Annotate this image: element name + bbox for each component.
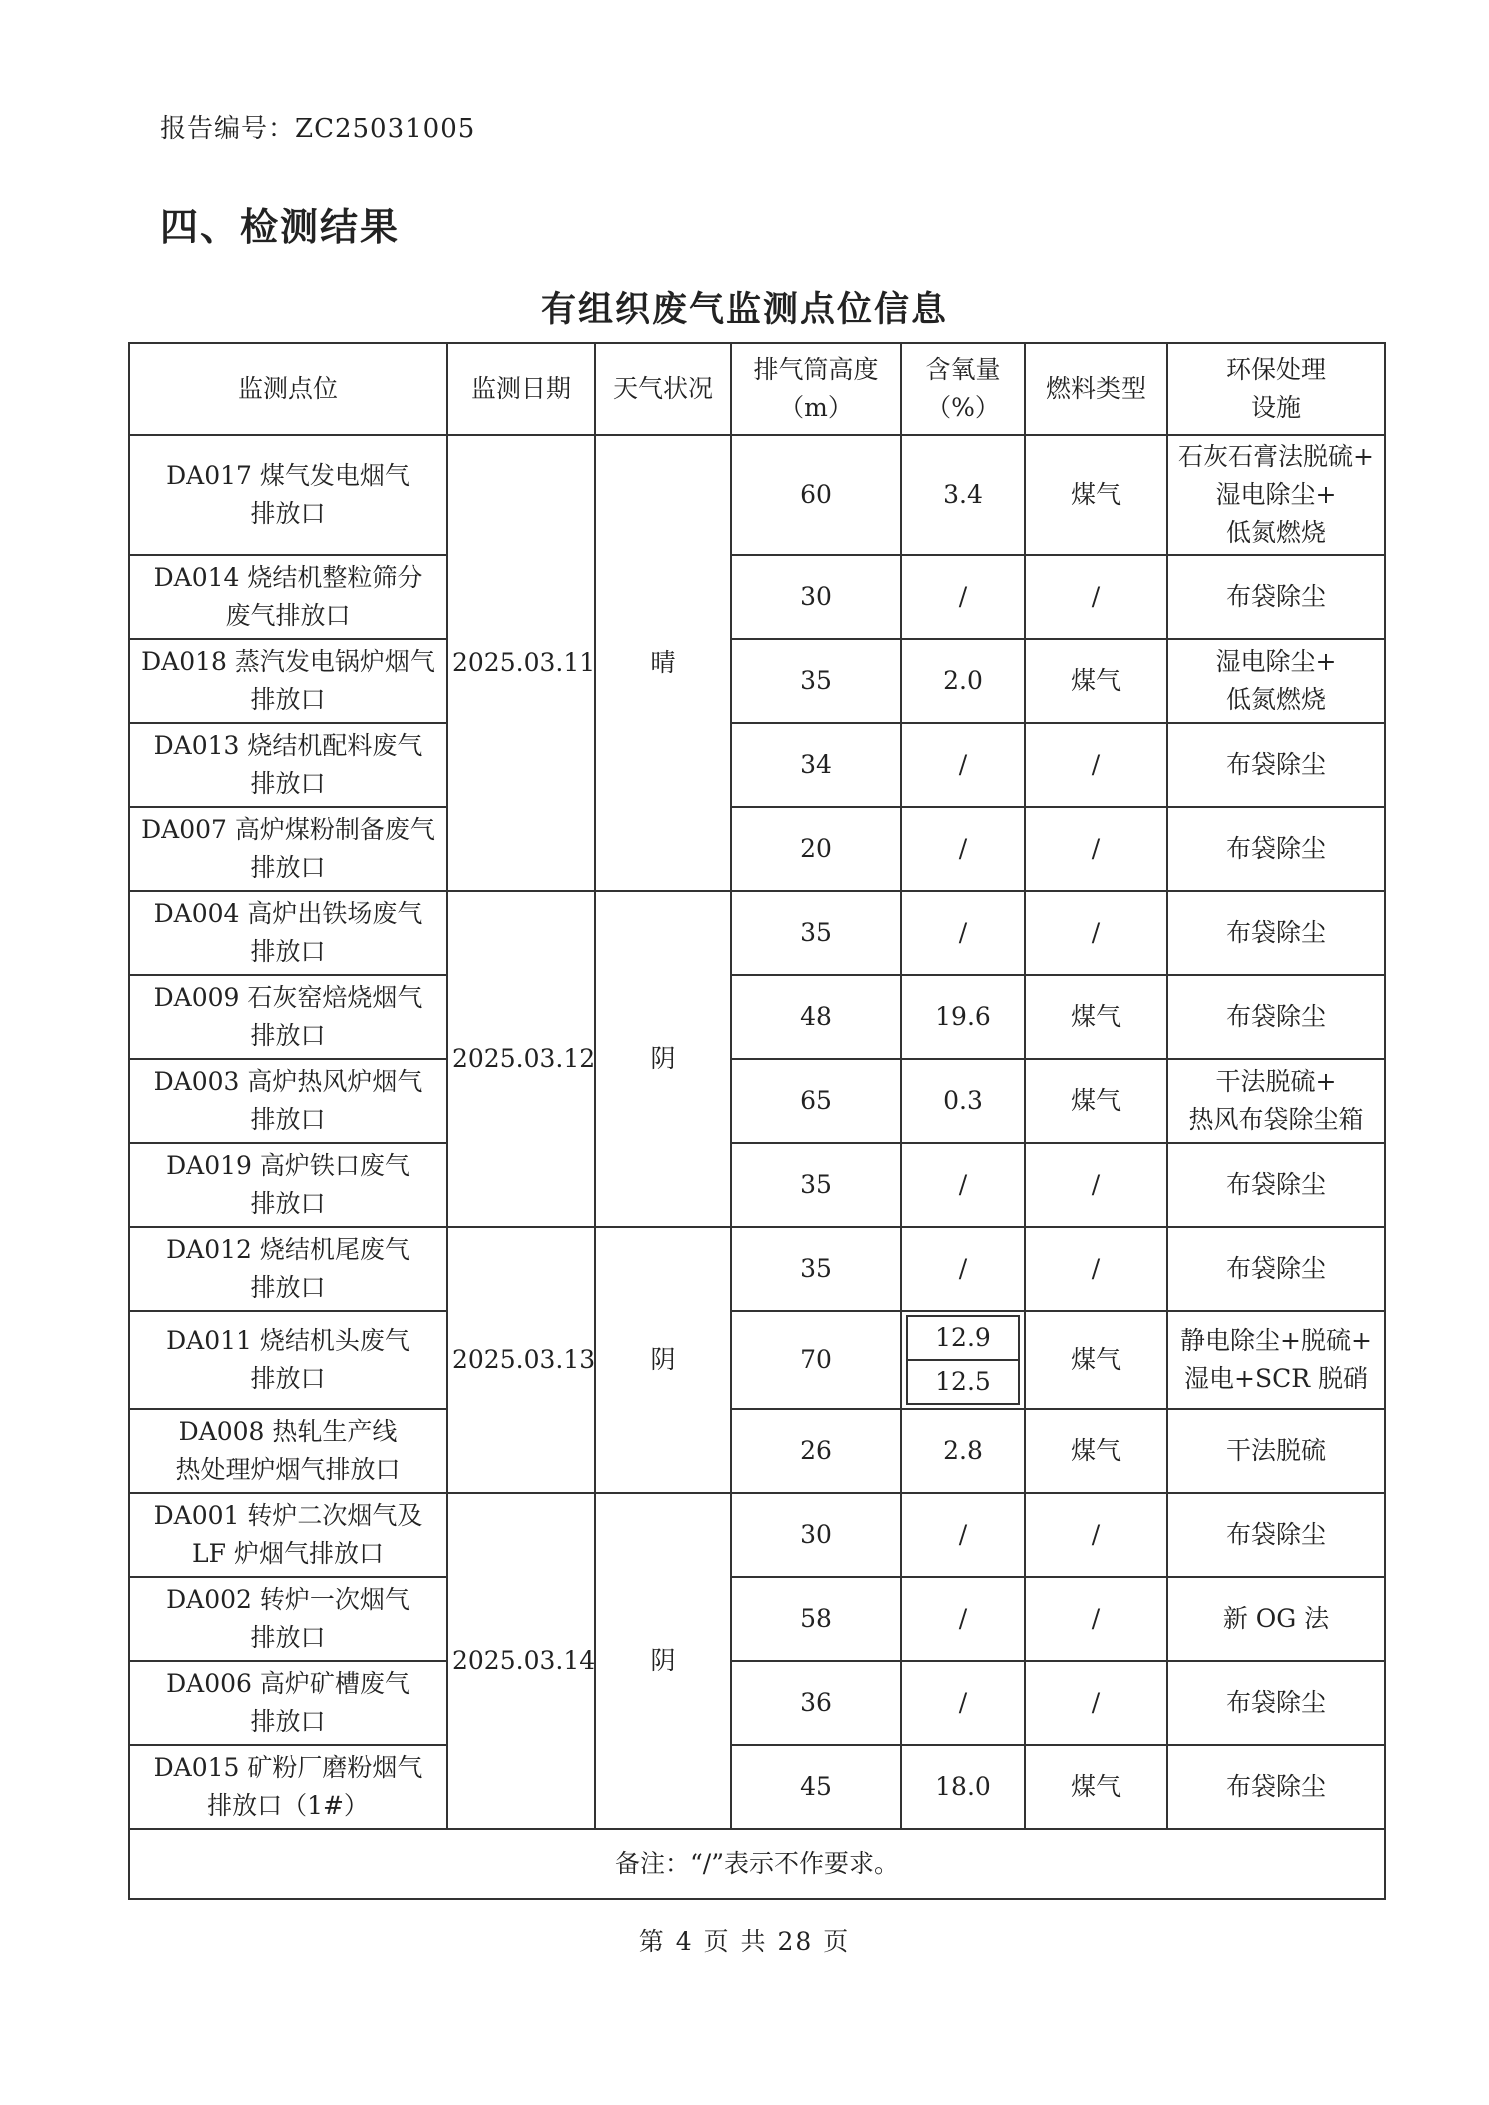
cell-monitoring-point xyxy=(129,891,447,975)
cell-monitoring-point xyxy=(129,555,447,639)
cell-line: 布袋除尘 xyxy=(1225,1520,1326,1549)
cell-line: DA004 高炉出铁场废气 xyxy=(153,899,423,928)
oxygen-split xyxy=(906,1315,1020,1405)
cell-monitoring-point xyxy=(129,1143,447,1227)
cell-line: 排放口 xyxy=(250,1021,326,1050)
cell-monitoring-point xyxy=(129,435,447,555)
cell-fuel-type: / xyxy=(1025,1493,1167,1577)
cell-treatment-facility xyxy=(1167,975,1385,1059)
section-title: 四、检测结果 xyxy=(160,205,401,249)
cell-line: 排放口 xyxy=(250,1189,326,1218)
cell-stack-height: 45 xyxy=(731,1745,901,1829)
cell-line: 静电除尘+脱硫+ xyxy=(1180,1326,1372,1355)
cell-monitoring-point xyxy=(129,1577,447,1661)
cell-treatment-facility xyxy=(1167,1059,1385,1143)
cell-line: DA018 蒸汽发电锅炉烟气 xyxy=(141,647,435,676)
cell-stack-height: 30 xyxy=(731,555,901,639)
cell-line: 布袋除尘 xyxy=(1225,918,1326,947)
cell-line: 设施 xyxy=(1250,393,1301,422)
cell-fuel-type: 煤气 xyxy=(1025,1745,1167,1829)
cell-stack-height: 35 xyxy=(731,1227,901,1311)
table-row xyxy=(129,1493,1385,1577)
cell-oxygen-content: / xyxy=(901,723,1025,807)
cell-line: 布袋除尘 xyxy=(1225,834,1326,863)
cell-fuel-type: / xyxy=(1025,891,1167,975)
cell-monitoring-point xyxy=(129,1493,447,1577)
cell-monitoring-point xyxy=(129,807,447,891)
cell-treatment-facility xyxy=(1167,1493,1385,1577)
cell-line: DA007 高炉煤粉制备废气 xyxy=(141,815,435,844)
cell-stack-height: 34 xyxy=(731,723,901,807)
cell-monitoring-point xyxy=(129,723,447,807)
cell-weather: 阴 xyxy=(595,1227,731,1493)
cell-stack-height: 35 xyxy=(731,1143,901,1227)
table-row xyxy=(129,807,1385,891)
cell-line: 新 OG 法 xyxy=(1222,1604,1330,1633)
table-row xyxy=(129,1409,1385,1493)
cell-oxygen-content: 0.3 xyxy=(901,1059,1025,1143)
cell-monitoring-point xyxy=(129,1311,447,1409)
cell-oxygen-content: / xyxy=(901,1577,1025,1661)
table-title: 有组织废气监测点位信息 xyxy=(540,289,948,330)
cell-line: 排放口 xyxy=(250,1623,326,1652)
cell-stack-height: 36 xyxy=(731,1661,901,1745)
table-row xyxy=(129,1143,1385,1227)
page-number: 第 4 页 共 28 页 xyxy=(638,1927,851,1956)
table-row xyxy=(129,975,1385,1059)
cell-stack-height: 70 xyxy=(731,1311,901,1409)
table-row xyxy=(129,435,1385,555)
header-point xyxy=(129,343,447,435)
cell-treatment-facility xyxy=(1167,1577,1385,1661)
cell-line: LF 炉烟气排放口 xyxy=(192,1539,384,1568)
table-row xyxy=(129,1311,1385,1409)
header-oxygen xyxy=(901,343,1025,435)
cell-line: DA017 煤气发电烟气 xyxy=(166,461,410,490)
cell-line: DA012 烧结机尾废气 xyxy=(166,1235,410,1264)
cell-monitoring-point xyxy=(129,639,447,723)
cell-line: 低氮燃烧 xyxy=(1225,518,1326,547)
cell-fuel-type: 煤气 xyxy=(1025,639,1167,723)
cell-line: 布袋除尘 xyxy=(1225,1688,1326,1717)
cell-monitoring-date: 2025.03.11 xyxy=(447,435,595,891)
cell-treatment-facility xyxy=(1167,1661,1385,1745)
cell-line: DA014 烧结机整粒筛分 xyxy=(153,563,423,592)
cell-oxygen-content: / xyxy=(901,555,1025,639)
cell-line: 排放口（1#） xyxy=(207,1791,369,1820)
cell-line: 布袋除尘 xyxy=(1225,1254,1326,1283)
cell-line: 布袋除尘 xyxy=(1225,1170,1326,1199)
cell-fuel-type: / xyxy=(1025,555,1167,639)
table-row xyxy=(129,1227,1385,1311)
cell-oxygen-content: / xyxy=(901,891,1025,975)
cell-treatment-facility xyxy=(1167,435,1385,555)
cell-stack-height: 48 xyxy=(731,975,901,1059)
cell-line: 天气状况 xyxy=(612,374,713,403)
note-row xyxy=(129,1829,1385,1899)
cell-line: 干法脱硫 xyxy=(1225,1436,1326,1465)
cell-fuel-type: / xyxy=(1025,1143,1167,1227)
cell-oxygen-content: 3.4 xyxy=(901,435,1025,555)
cell-line: 石灰石膏法脱硫+ xyxy=(1178,442,1374,471)
cell-line: 排放口 xyxy=(250,853,326,882)
header-date xyxy=(447,343,595,435)
oxygen-value: 12.9 xyxy=(907,1316,1019,1360)
cell-oxygen-content: / xyxy=(901,1143,1025,1227)
cell-stack-height: 20 xyxy=(731,807,901,891)
oxygen-value: 12.5 xyxy=(907,1360,1019,1404)
cell-treatment-facility xyxy=(1167,1409,1385,1493)
cell-line: 排放口 xyxy=(250,1707,326,1736)
cell-line: 排放口 xyxy=(250,769,326,798)
cell-line: DA011 烧结机头废气 xyxy=(166,1326,410,1355)
table-row xyxy=(129,1577,1385,1661)
cell-treatment-facility xyxy=(1167,1143,1385,1227)
cell-monitoring-date: 2025.03.14 xyxy=(447,1493,595,1829)
cell-line: DA015 矿粉厂磨粉烟气 xyxy=(153,1753,423,1782)
cell-oxygen-content: 2.8 xyxy=(901,1409,1025,1493)
cell-line: 干法脱硫+ xyxy=(1215,1067,1337,1096)
cell-weather: 阴 xyxy=(595,891,731,1227)
table-row xyxy=(129,1661,1385,1745)
cell-oxygen-content: / xyxy=(901,1661,1025,1745)
cell-stack-height: 60 xyxy=(731,435,901,555)
cell-line: 环保处理 xyxy=(1225,355,1326,384)
cell-line: 排气筒高度 xyxy=(753,355,879,384)
cell-line: DA019 高炉铁口废气 xyxy=(166,1151,410,1180)
header-facility xyxy=(1167,343,1385,435)
cell-fuel-type: / xyxy=(1025,1577,1167,1661)
cell-monitoring-date: 2025.03.13 xyxy=(447,1227,595,1493)
cell-line: （%） xyxy=(926,393,1000,422)
header-height xyxy=(731,343,901,435)
cell-line: 排放口 xyxy=(250,685,326,714)
cell-fuel-type: / xyxy=(1025,1661,1167,1745)
cell-line: 布袋除尘 xyxy=(1225,750,1326,779)
cell-line: DA001 转炉二次烟气及 xyxy=(153,1501,423,1530)
cell-fuel-type: / xyxy=(1025,1227,1167,1311)
cell-line: 湿电+SCR 脱硝 xyxy=(1184,1364,1368,1393)
cell-stack-height: 65 xyxy=(731,1059,901,1143)
cell-line: DA009 石灰窑焙烧烟气 xyxy=(153,983,423,1012)
cell-line: 监测点位 xyxy=(237,374,338,403)
cell-line: 湿电除尘+ xyxy=(1215,480,1337,509)
cell-monitoring-date: 2025.03.12 xyxy=(447,891,595,1227)
header-fuel xyxy=(1025,343,1167,435)
cell-fuel-type: 煤气 xyxy=(1025,1311,1167,1409)
cell-oxygen-content: / xyxy=(901,1227,1025,1311)
cell-monitoring-point xyxy=(129,1661,447,1745)
cell-treatment-facility xyxy=(1167,891,1385,975)
cell-line: 布袋除尘 xyxy=(1225,1002,1326,1031)
cell-treatment-facility xyxy=(1167,807,1385,891)
cell-line: 湿电除尘+ xyxy=(1215,647,1337,676)
cell-stack-height: 35 xyxy=(731,891,901,975)
cell-line: 废气排放口 xyxy=(225,601,351,630)
cell-line: 低氮燃烧 xyxy=(1225,685,1326,714)
cell-fuel-type: 煤气 xyxy=(1025,435,1167,555)
cell-stack-height: 30 xyxy=(731,1493,901,1577)
cell-monitoring-point xyxy=(129,1059,447,1143)
cell-stack-height: 26 xyxy=(731,1409,901,1493)
table-row xyxy=(129,891,1385,975)
cell-line: DA003 高炉热风炉烟气 xyxy=(153,1067,423,1096)
cell-fuel-type: / xyxy=(1025,723,1167,807)
cell-line: 燃料类型 xyxy=(1045,374,1146,403)
cell-treatment-facility xyxy=(1167,1745,1385,1829)
cell-oxygen-content: / xyxy=(901,1493,1025,1577)
cell-monitoring-point xyxy=(129,1745,447,1829)
cell-oxygen-content: 18.0 xyxy=(901,1745,1025,1829)
cell-line: 布袋除尘 xyxy=(1225,582,1326,611)
cell-line: DA006 高炉矿槽废气 xyxy=(166,1669,410,1698)
cell-oxygen-content: / xyxy=(901,807,1025,891)
cell-line: 监测日期 xyxy=(470,374,571,403)
cell-treatment-facility xyxy=(1167,1227,1385,1311)
table-row xyxy=(129,723,1385,807)
cell-stack-height: 58 xyxy=(731,1577,901,1661)
table-header-row xyxy=(129,343,1385,435)
cell-stack-height: 35 xyxy=(731,639,901,723)
cell-weather: 晴 xyxy=(595,435,731,891)
cell-weather: 阴 xyxy=(595,1493,731,1829)
cell-fuel-type: / xyxy=(1025,807,1167,891)
cell-oxygen-content: 2.0 xyxy=(901,639,1025,723)
cell-line: 排放口 xyxy=(250,937,326,966)
cell-treatment-facility xyxy=(1167,723,1385,807)
cell-line: 排放口 xyxy=(250,499,326,528)
note-text: 备注：“/”表示不作要求。 xyxy=(129,1829,1385,1899)
cell-fuel-type: 煤气 xyxy=(1025,1409,1167,1493)
table-row xyxy=(129,1059,1385,1143)
cell-oxygen-content xyxy=(901,1311,1025,1409)
cell-line: 热处理炉烟气排放口 xyxy=(175,1455,401,1484)
cell-line: 热风布袋除尘箱 xyxy=(1188,1105,1364,1134)
cell-line: 含氧量 xyxy=(925,355,1001,384)
table-body xyxy=(129,435,1385,1829)
cell-line: 布袋除尘 xyxy=(1225,1772,1326,1801)
cell-treatment-facility xyxy=(1167,1311,1385,1409)
cell-monitoring-point xyxy=(129,1227,447,1311)
cell-treatment-facility xyxy=(1167,639,1385,723)
cell-line: DA008 热轧生产线 xyxy=(178,1417,398,1446)
cell-treatment-facility xyxy=(1167,555,1385,639)
cell-monitoring-point xyxy=(129,975,447,1059)
cell-line: DA013 烧结机配料废气 xyxy=(153,731,423,760)
cell-line: （m） xyxy=(779,393,853,422)
table-row xyxy=(129,555,1385,639)
cell-oxygen-content: 19.6 xyxy=(901,975,1025,1059)
cell-line: 排放口 xyxy=(250,1364,326,1393)
table-row xyxy=(129,639,1385,723)
cell-fuel-type: 煤气 xyxy=(1025,975,1167,1059)
cell-line: 排放口 xyxy=(250,1273,326,1302)
report-number: 报告编号：ZC25031005 xyxy=(160,114,476,144)
cell-line: 排放口 xyxy=(250,1105,326,1134)
cell-fuel-type: 煤气 xyxy=(1025,1059,1167,1143)
table-row xyxy=(129,1745,1385,1829)
cell-monitoring-point xyxy=(129,1409,447,1493)
cell-line: DA002 转炉一次烟气 xyxy=(166,1585,410,1614)
monitoring-points-table xyxy=(128,342,1386,1900)
header-weather xyxy=(595,343,731,435)
